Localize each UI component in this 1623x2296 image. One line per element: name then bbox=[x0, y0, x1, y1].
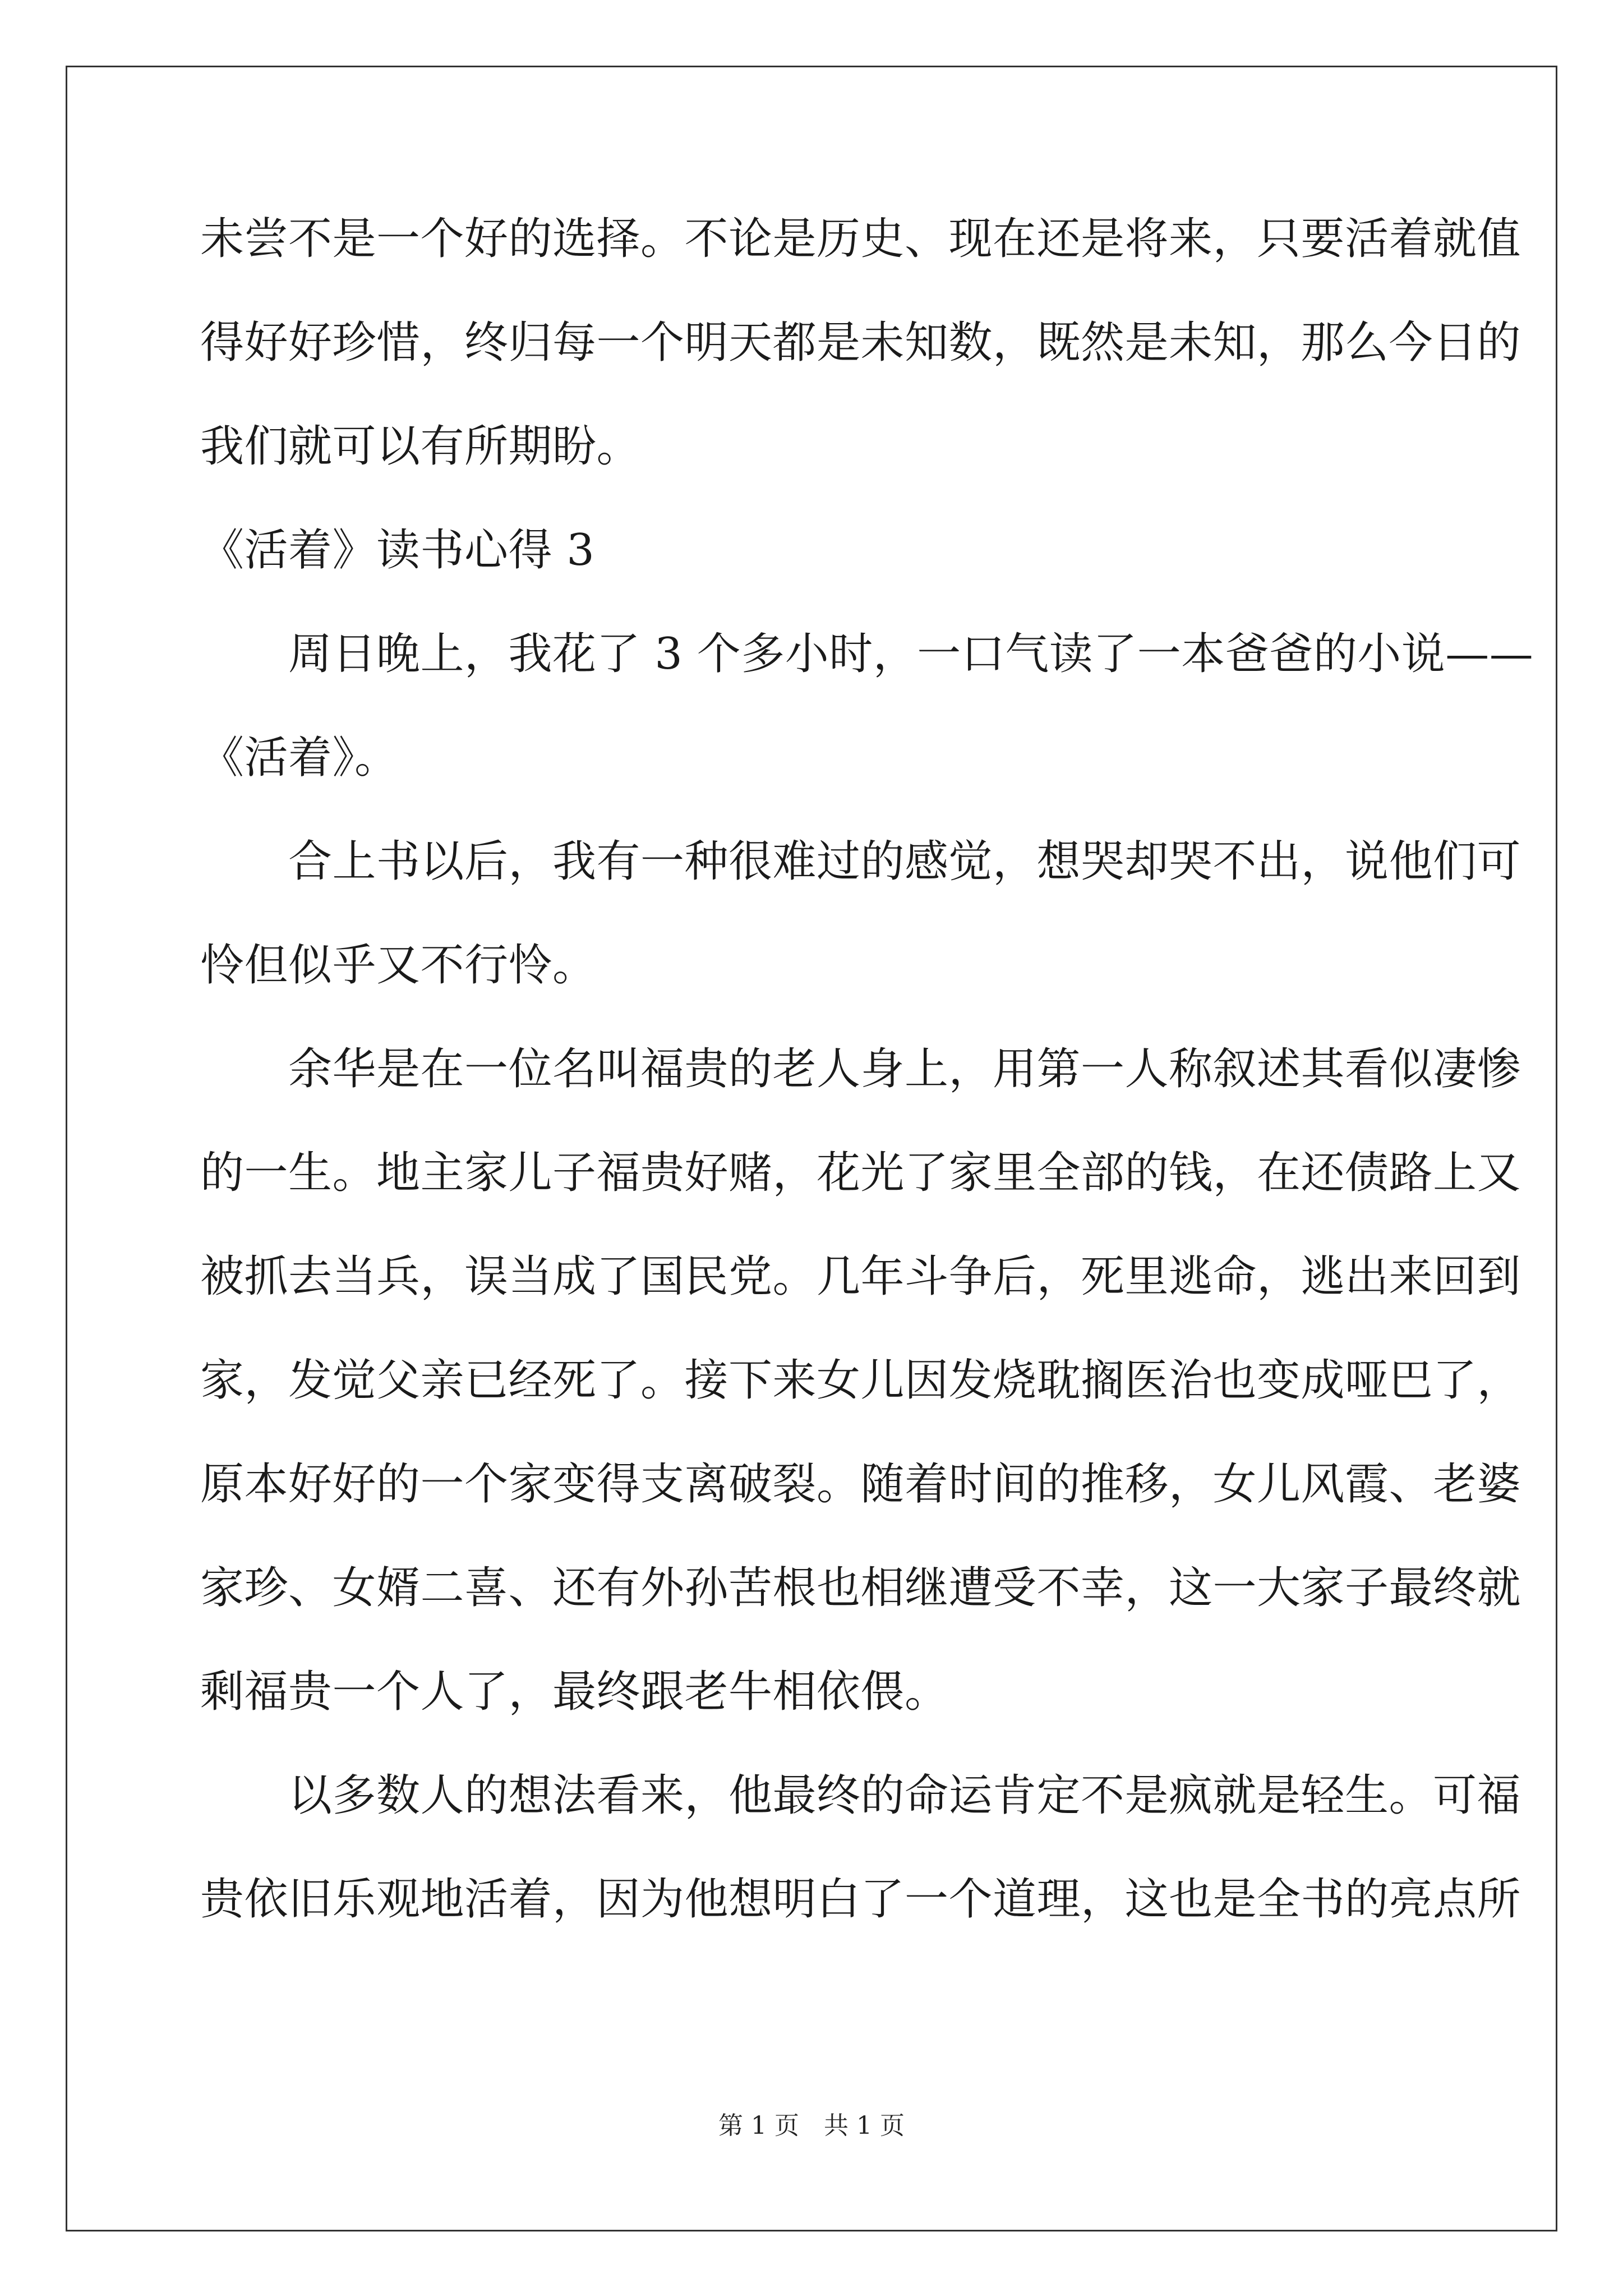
text-line: 怜但似乎又不行怜。 bbox=[200, 940, 597, 991]
page-number-footer: 第 1 页 共 1 页 bbox=[718, 2111, 905, 2140]
text-line: 剩福贵一个人了，最终跟老牛相依偎。 bbox=[200, 1667, 949, 1717]
text-line: 以多数人的想法看来，他最终的命运肯定不是疯就是轻生。可福 bbox=[200, 1770, 1521, 1821]
document-body bbox=[200, 213, 1534, 1925]
text-line: 余华是在一位名叫福贵的老人身上，用第一人称叙述其看似凄惨 bbox=[200, 1044, 1521, 1094]
text-line: 家珍、女婿二喜、还有外孙苦根也相继遭受不幸，这一大家子最终就 bbox=[200, 1563, 1521, 1613]
section-heading: 《活着》读书心得 3 bbox=[200, 525, 595, 576]
text-line: 未尝不是一个好的选择。不论是历史、现在还是将来，只要活着就值 bbox=[200, 214, 1521, 264]
text-line: 周日晚上，我花了 3 个多小时，一口气读了一本爸爸的小说—— bbox=[200, 629, 1534, 679]
text-line: 的一生。地主家儿子福贵好赌，花光了家里全部的钱，在还债路上又 bbox=[200, 1148, 1521, 1198]
text-line: 贵依旧乐观地活着，因为他想明白了一个道理，这也是全书的亮点所 bbox=[200, 1874, 1521, 1925]
text-line: 得好好珍惜，终归每一个明天都是未知数，既然是未知，那么今日的 bbox=[200, 318, 1521, 368]
text-line: 我们就可以有所期盼。 bbox=[200, 421, 641, 472]
text-line: 原本好好的一个家变得支离破裂。随着时间的推移，女儿风霞、老婆 bbox=[200, 1459, 1521, 1510]
text-line: 家，发觉父亲已经死了。接下来女儿因发烧耽搁医治也变成哑巴了， bbox=[200, 1355, 1521, 1406]
text-line: 合上书以后，我有一种很难过的感觉，想哭却哭不出，说他们可 bbox=[200, 836, 1521, 887]
text-line: 被抓去当兵，误当成了国民党。几年斗争后，死里逃命，逃出来回到 bbox=[200, 1251, 1521, 1302]
text-line: 《活着》。 bbox=[200, 733, 399, 783]
